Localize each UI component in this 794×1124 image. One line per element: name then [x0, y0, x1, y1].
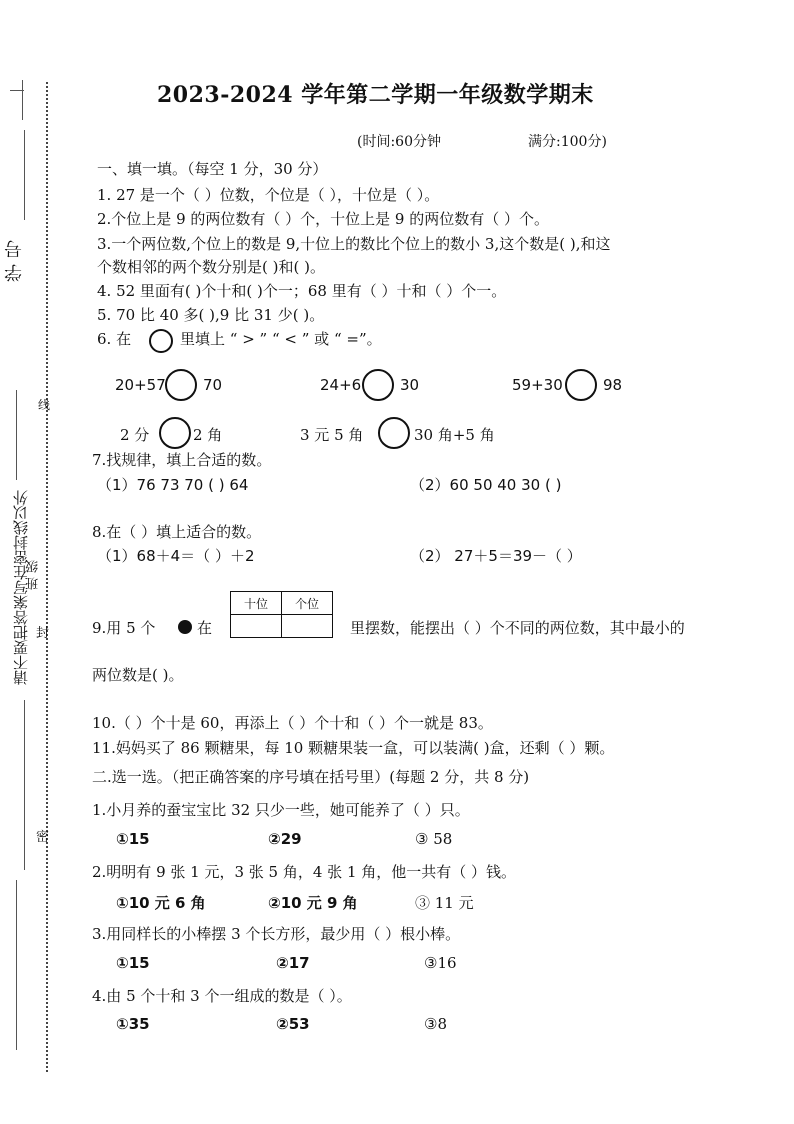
section1-heading: 一、填一填。（每空 1 分，30 分）	[97, 160, 328, 178]
question-8-1: （1）68＋4＝（ ）＋2	[97, 547, 255, 565]
question-9-mid: 在	[197, 619, 213, 637]
compare-right: 30	[400, 376, 420, 394]
choice-option[interactable]: ①10 元 6 角	[116, 894, 206, 912]
tens-header: 十位	[231, 592, 282, 615]
choice-option[interactable]: ②17	[276, 954, 310, 972]
ones-header: 个位	[282, 592, 333, 615]
compare-answer-circle[interactable]	[378, 417, 410, 449]
question-6-suffix: 里填上 “ > ” “ < ” 或 “ =”。	[180, 330, 382, 348]
choice-option[interactable]: ②53	[276, 1015, 310, 1033]
seal-char: 封	[36, 626, 50, 641]
compare-right: 30 角+5 角	[414, 426, 495, 444]
question-10: 10.（ ）个十是 60，再添上（ ）个十和（ ）个一就是 83。	[92, 714, 493, 732]
question-8: 8.在（ ）填上适合的数。	[92, 523, 262, 541]
seal-dotted-line	[46, 82, 48, 1072]
margin-rule	[24, 700, 25, 870]
choice-option[interactable]: ③ 58	[415, 830, 453, 848]
compare-answer-circle[interactable]	[165, 369, 197, 401]
choice-option[interactable]: ①15	[116, 830, 150, 848]
line-char: 线	[38, 398, 51, 412]
exam-full-score: 满分:100分)	[528, 134, 607, 150]
choice-question: 2.明明有 9 张 1 元，3 张 5 角，4 张 1 角，他一共有（ ）钱。	[92, 863, 517, 881]
exam-time: (时间:60分钟	[357, 134, 441, 150]
choice-option[interactable]: ①35	[116, 1015, 150, 1033]
choice-question: 1.小月养的蚕宝宝比 32 只少一些，她可能养了（ ）只。	[92, 801, 470, 819]
ones-cell[interactable]	[282, 615, 333, 638]
choice-question: 4.由 5 个十和 3 个一组成的数是（ ）。	[92, 987, 352, 1005]
compare-left: 59+30	[512, 376, 563, 394]
question-7: 7.找规律，填上合适的数。	[92, 451, 272, 469]
question-3-line1: 3.一个两位数,个位上的数是 9,十位上的数比个位上的数小 3,这个数是( ),和这	[97, 235, 611, 253]
margin-rule	[22, 80, 23, 120]
compare-left: 2 分	[120, 426, 150, 444]
question-7-1: （1）76 73 70 ( ) 64	[97, 476, 249, 494]
section2-heading: 二.选一选。（把正确答案的序号填在括号里）(每题 2 分，共 8 分)	[92, 768, 530, 786]
place-value-table	[230, 591, 333, 638]
question-4: 4. 52 里面有( )个十和( )个一；68 里有（ ）十和（ ）个一。	[97, 282, 507, 300]
question-7-2: （2）60 50 40 30 ( )	[410, 476, 562, 494]
compare-left: 20+57	[115, 376, 166, 394]
tens-cell[interactable]	[231, 615, 282, 638]
compare-left: 24+6	[320, 376, 362, 394]
compare-answer-circle[interactable]	[159, 417, 191, 449]
question-9-line2: 两位数是( )。	[92, 666, 184, 684]
compare-right: 70	[203, 376, 223, 394]
choice-option[interactable]: ③16	[424, 954, 457, 972]
secret-char: 密	[36, 830, 50, 845]
question-9-suffix: 里摆数，能摆出（ ）个不同的两位数，其中最小的	[350, 619, 685, 637]
class-mark: 班 级	[26, 560, 41, 591]
compare-right: 2 角	[193, 426, 223, 444]
question-8-2: （2） 27＋5＝39－（ ）	[410, 547, 582, 565]
bead-icon	[178, 620, 192, 634]
choice-option[interactable]: ③8	[424, 1015, 447, 1033]
student-id-label: 学 号	[4, 240, 25, 282]
question-9-prefix: 9.用 5 个	[92, 619, 156, 637]
question-5: 5. 70 比 40 多( ),9 比 31 少( )。	[97, 306, 325, 324]
compare-left: 3 元 5 角	[300, 426, 364, 444]
question-3-line2: 个数相邻的两个数分别是( )和( )。	[97, 258, 325, 276]
choice-option[interactable]: ②10 元 9 角	[268, 894, 358, 912]
exam-title: 2023-2024 学年第二学期一年级数学期末	[157, 82, 594, 108]
question-11: 11.妈妈买了 86 颗糖果，每 10 颗糖果装一盒，可以装满( )盒，还剩（ ）颗。	[92, 739, 615, 757]
margin-rule	[16, 880, 17, 1050]
choice-option[interactable]: ③ 11 元	[415, 894, 474, 912]
margin-rule	[10, 90, 24, 91]
margin-rule	[16, 390, 17, 480]
question-1: 1. 27 是一个（ ）位数，个位是（ ），十位是（ ）。	[97, 186, 440, 204]
compare-circle-icon	[149, 329, 173, 353]
compare-right: 98	[603, 376, 623, 394]
choice-question: 3.用同样长的小棒摆 3 个长方形，最少用（ ）根小棒。	[92, 925, 461, 943]
choice-option[interactable]: ①15	[116, 954, 150, 972]
compare-answer-circle[interactable]	[565, 369, 597, 401]
seal-notice: 请不要把答案写在密封线以外	[12, 490, 30, 685]
choice-option[interactable]: ②29	[268, 830, 302, 848]
question-6-prefix: 6. 在	[97, 330, 132, 348]
compare-answer-circle[interactable]	[362, 369, 394, 401]
margin-rule	[24, 130, 25, 220]
question-2: 2.个位上是 9 的两位数有（ ）个，十位上是 9 的两位数有（ ）个。	[97, 210, 550, 228]
